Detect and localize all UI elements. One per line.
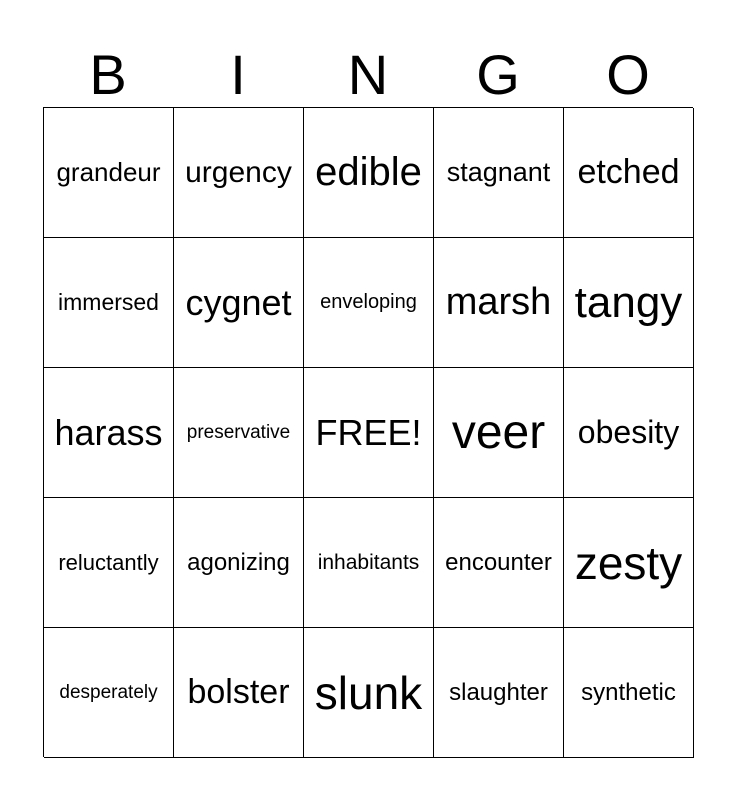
bingo-cell[interactable] xyxy=(174,628,304,758)
bingo-cell[interactable] xyxy=(174,368,304,498)
header-letter-o: O xyxy=(606,43,650,106)
cell-word: veer xyxy=(451,406,546,459)
cell-word: inhabitants xyxy=(317,550,420,574)
cell-word: tangy xyxy=(574,277,683,327)
cell-word: desperately xyxy=(59,681,158,703)
bingo-cell[interactable] xyxy=(434,108,564,238)
bingo-cell[interactable] xyxy=(564,628,694,758)
cell-word: encounter xyxy=(445,548,552,576)
cell-word: grandeur xyxy=(56,157,161,187)
bingo-cell[interactable] xyxy=(44,628,174,758)
bingo-cell[interactable] xyxy=(174,498,304,628)
bingo-cell[interactable] xyxy=(174,108,304,238)
bingo-grid xyxy=(43,107,693,757)
bingo-cell[interactable] xyxy=(564,368,694,498)
header-letter-b: B xyxy=(89,43,127,106)
cell-word: obesity xyxy=(577,414,680,450)
bingo-header xyxy=(43,42,693,108)
cell-word: urgency xyxy=(185,155,292,189)
bingo-cell[interactable] xyxy=(304,498,434,628)
cell-word: harass xyxy=(54,411,163,453)
bingo-cell[interactable] xyxy=(434,368,564,498)
cell-word: agonizing xyxy=(187,548,290,576)
cell-word: slunk xyxy=(314,666,423,719)
cell-word: etched xyxy=(577,153,680,191)
bingo-cell[interactable] xyxy=(564,498,694,628)
bingo-cell[interactable] xyxy=(174,238,304,368)
cell-word: reluctantly xyxy=(58,549,159,575)
cell-word: FREE! xyxy=(315,411,422,453)
bingo-cell[interactable] xyxy=(44,498,174,628)
cell-word: marsh xyxy=(445,281,552,323)
cell-word: slaughter xyxy=(449,678,548,706)
bingo-cell[interactable] xyxy=(434,628,564,758)
bingo-cell[interactable] xyxy=(434,238,564,368)
bingo-cell[interactable] xyxy=(304,628,434,758)
header-letter-n: N xyxy=(347,43,389,106)
cell-word: immersed xyxy=(58,289,159,315)
cell-word: stagnant xyxy=(446,157,551,187)
bingo-cell[interactable] xyxy=(564,238,694,368)
bingo-cell[interactable] xyxy=(44,238,174,368)
bingo-cell[interactable] xyxy=(564,108,694,238)
cell-word: bolster xyxy=(187,673,290,711)
bingo-cell[interactable] xyxy=(44,108,174,238)
bingo-cell[interactable] xyxy=(44,368,174,498)
cell-word: cygnet xyxy=(185,281,292,323)
cell-word: preservative xyxy=(186,421,291,443)
bingo-cell[interactable] xyxy=(304,368,434,498)
cell-word: edible xyxy=(315,150,422,194)
header-letter-i: I xyxy=(230,43,246,106)
cell-word: synthetic xyxy=(581,678,676,706)
header-letter-g: G xyxy=(476,43,520,106)
bingo-cell[interactable] xyxy=(434,498,564,628)
bingo-cell[interactable] xyxy=(304,108,434,238)
cell-word: enveloping xyxy=(320,291,417,313)
cell-word: zesty xyxy=(574,536,683,589)
bingo-cell[interactable] xyxy=(304,238,434,368)
